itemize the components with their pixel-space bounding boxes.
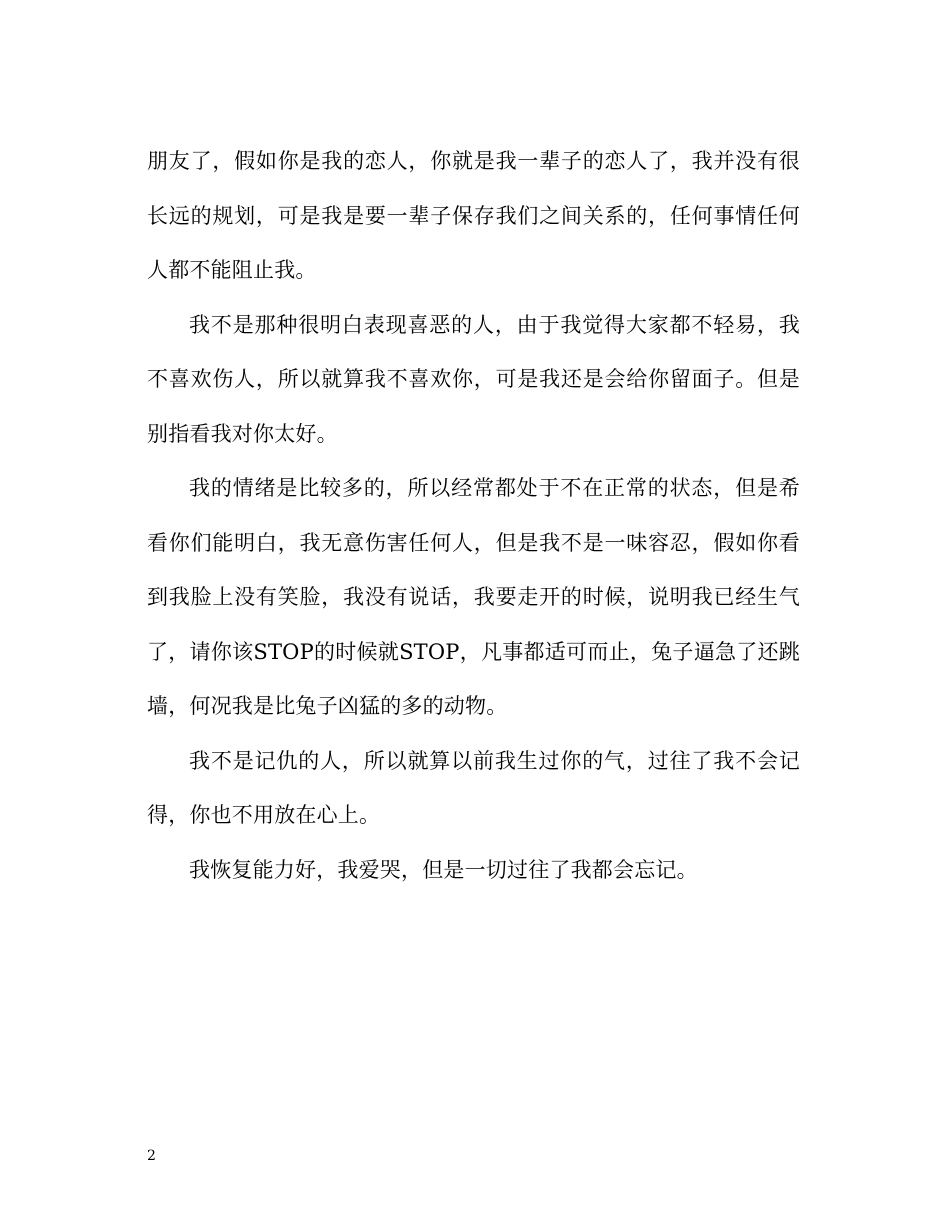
paragraph: 我恢复能力好，我爱哭，但是一切过往了我都会忘记。 [189,857,698,882]
document-body [147,134,800,897]
paragraph: 我不是那种很明白表现喜恶的人，由于我觉得大家都不轻易，我不喜欢伤人，所以就算我不喜欢你，可是我还是会给你留面子。但是别指看我对你太好。 [147,312,800,446]
page-number: 2 [147,1148,156,1164]
paragraph-continued: 朋友了，假如你是我的恋人，你就是我一辈子的恋人了，我并没有很长远的规划，可是我是要一辈子保存我们之间关系的，任何事情任何人都不能阻止我。 [147,149,800,282]
paragraph: 我的情绪是比较多的，所以经常都处于不在正常的状态，但是希看你们能明白，我无意伤害任何人，但是我不是一味容忍，假如你看到我脸上没有笑脸，我没有说话，我要走开的时候，说明我已经生气了，请你该STOP的时候就STOP，凡事都适可而止，兔子逼急了还跳墙，何况我是比兔子凶猛的多的动物。 [147,476,800,718]
paragraph: 我不是记仇的人，所以就算以前我生过你的气，过往了我不会记得，你也不用放在心上。 [147,748,800,827]
